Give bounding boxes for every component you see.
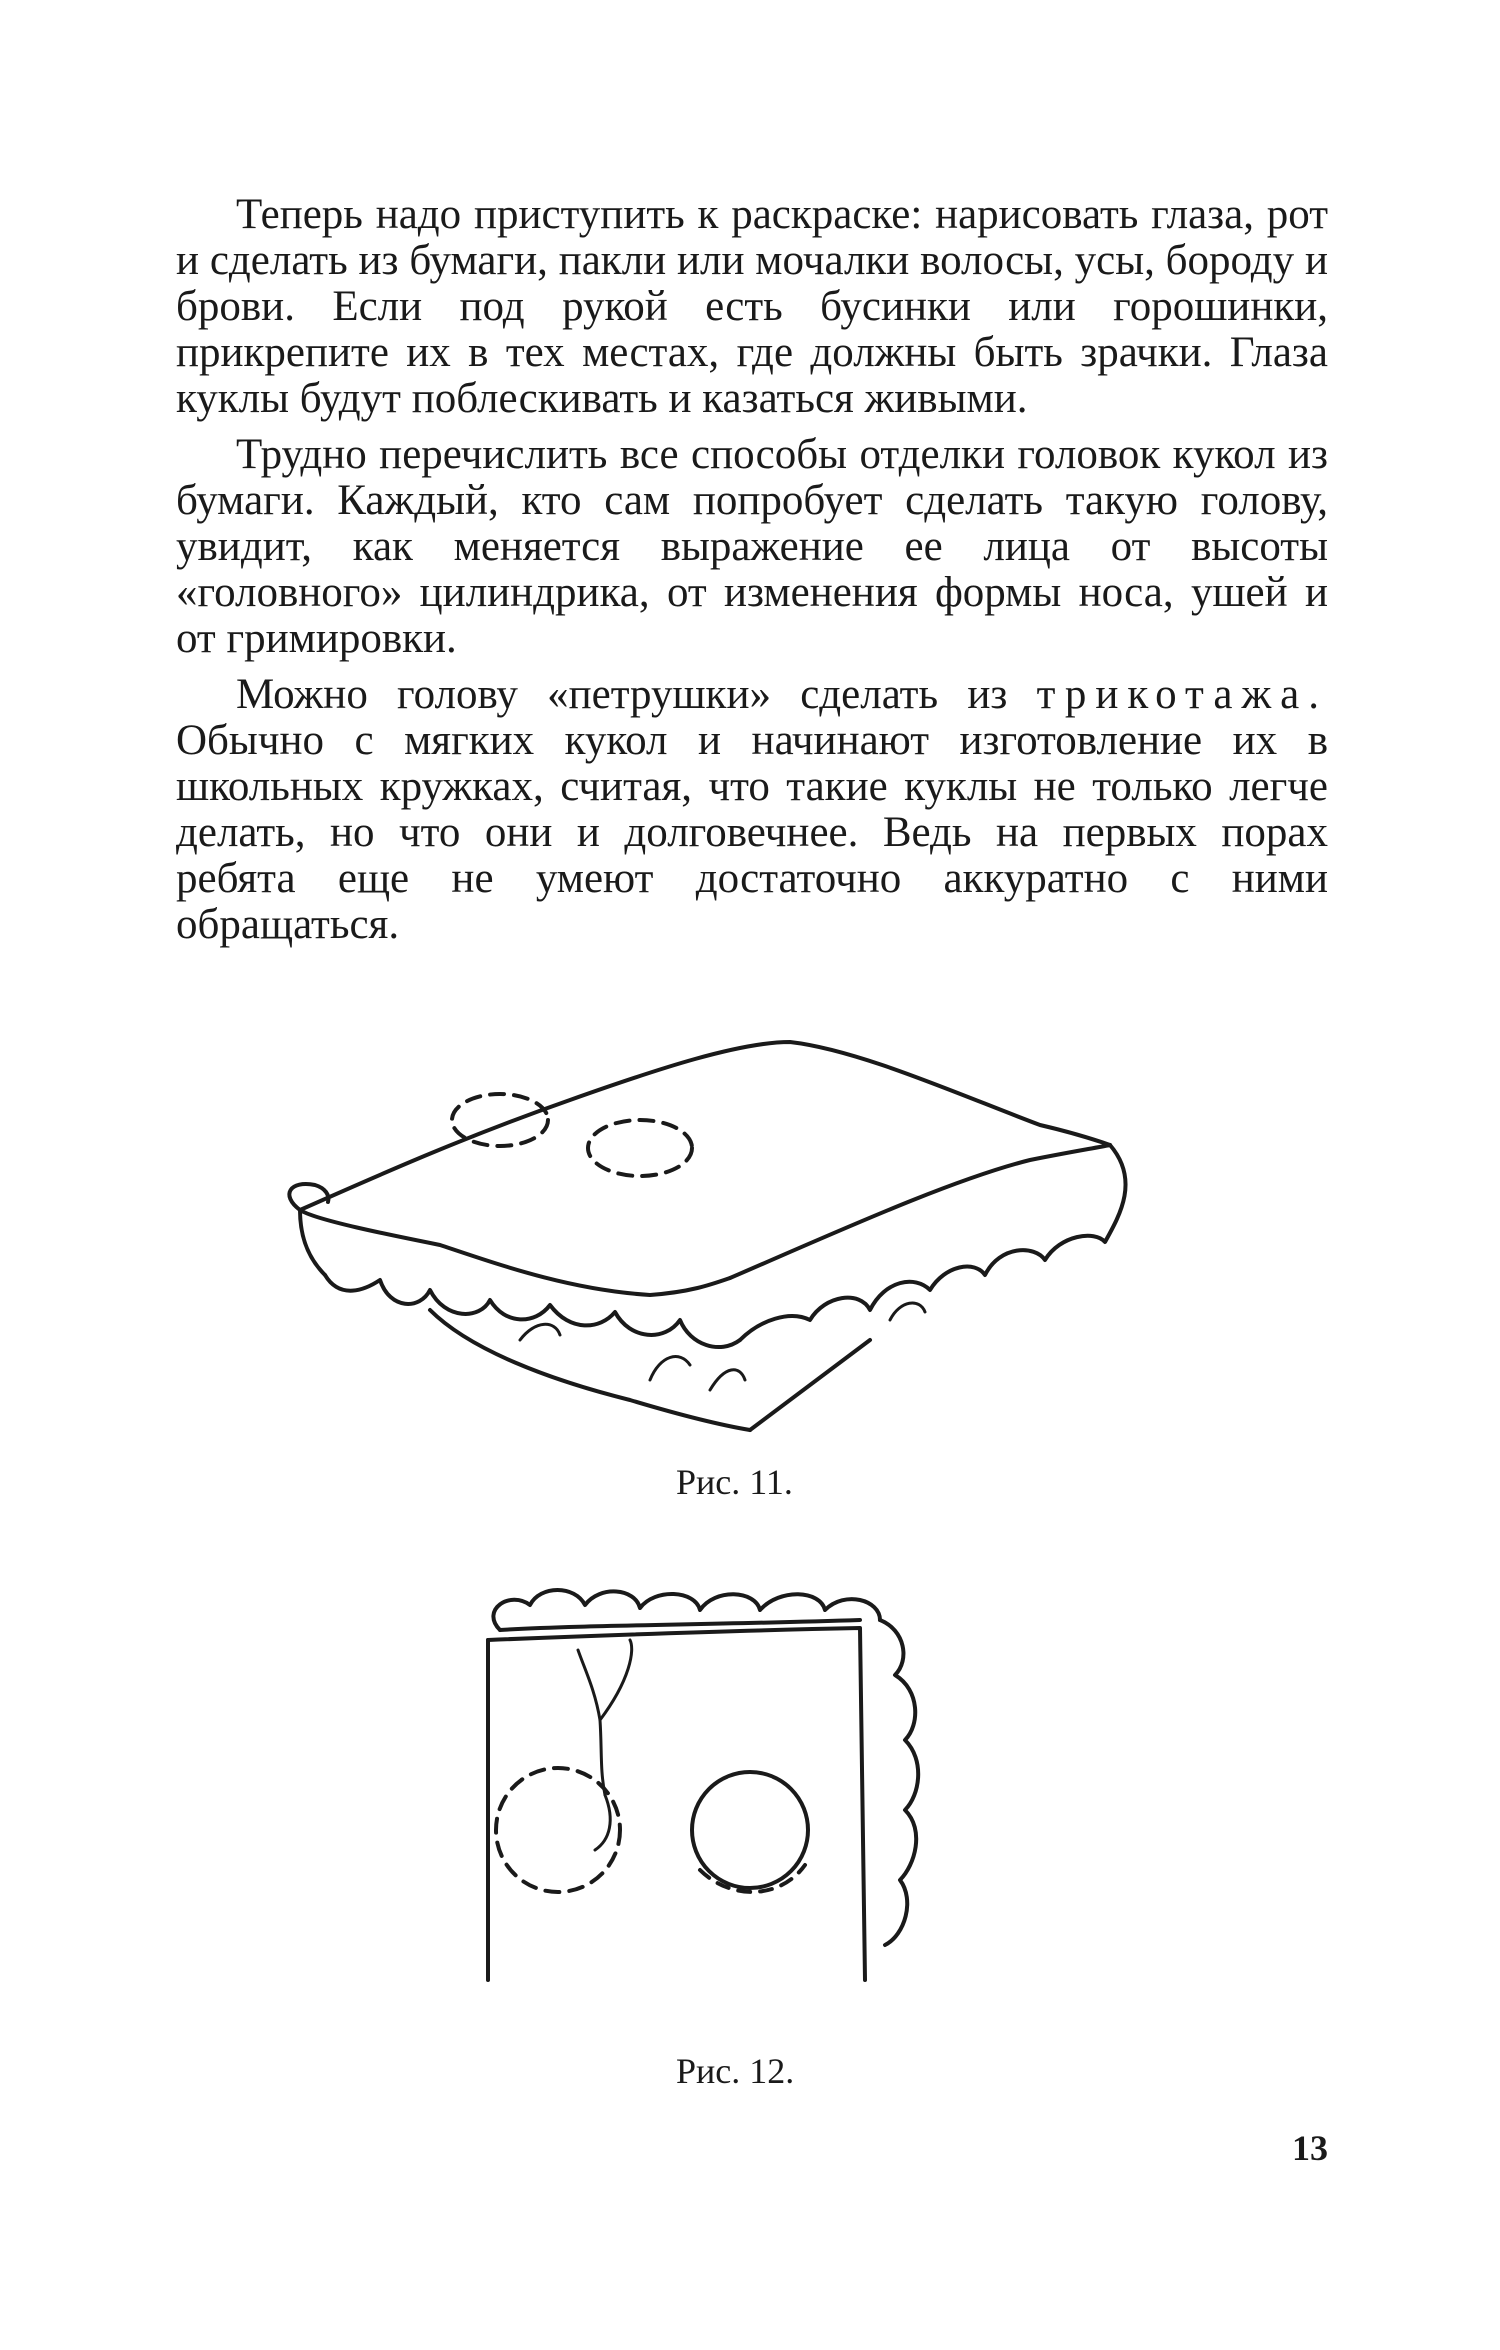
- figure-11-illustration: [270, 1020, 1230, 1440]
- body-text: [176, 192, 1328, 958]
- figure-12-illustration: [460, 1580, 1060, 2000]
- page-number: 13: [1292, 2128, 1328, 2168]
- spaced-word-knitwear: трикотажа.: [1036, 671, 1328, 718]
- paragraph-3-end: Обычно с мягких кукол и начинают изготовление их в школьных кружках, считая, что такие куклы не только легче делать, но что они и долговечнее. Ведь на первых порах ребята еще не умеют достаточно аккуратно с ними обращаться.: [176, 717, 1328, 948]
- paragraph-2: Трудно перечислить все способы отделки головок кукол из бумаги. Каждый, кто сам попробует сделать такую голову, увидит, как меняется выражение ее лица от высоты «головного» цилиндрика, от изменения формы носа, ушей и от гримировки.: [176, 431, 1328, 662]
- paragraph-1: Теперь надо приступить к раскраске: нарисовать глаза, рот и сделать из бумаги, пакли или мочалки волосы, усы, бороду и брови. Если под рукой есть бусинки или горошинки, прикрепите их в тех местах, где должны быть зрачки. Глаза куклы будут поблескивать и казаться живыми.: [176, 191, 1328, 422]
- paragraph-3: [176, 672, 1328, 948]
- figure-11-caption: Рис. 11.: [676, 1462, 793, 1502]
- figure-12-caption: Рис. 12.: [676, 2051, 795, 2091]
- paragraph-3-start: Можно голову «петрушки» сделать из: [236, 671, 1037, 718]
